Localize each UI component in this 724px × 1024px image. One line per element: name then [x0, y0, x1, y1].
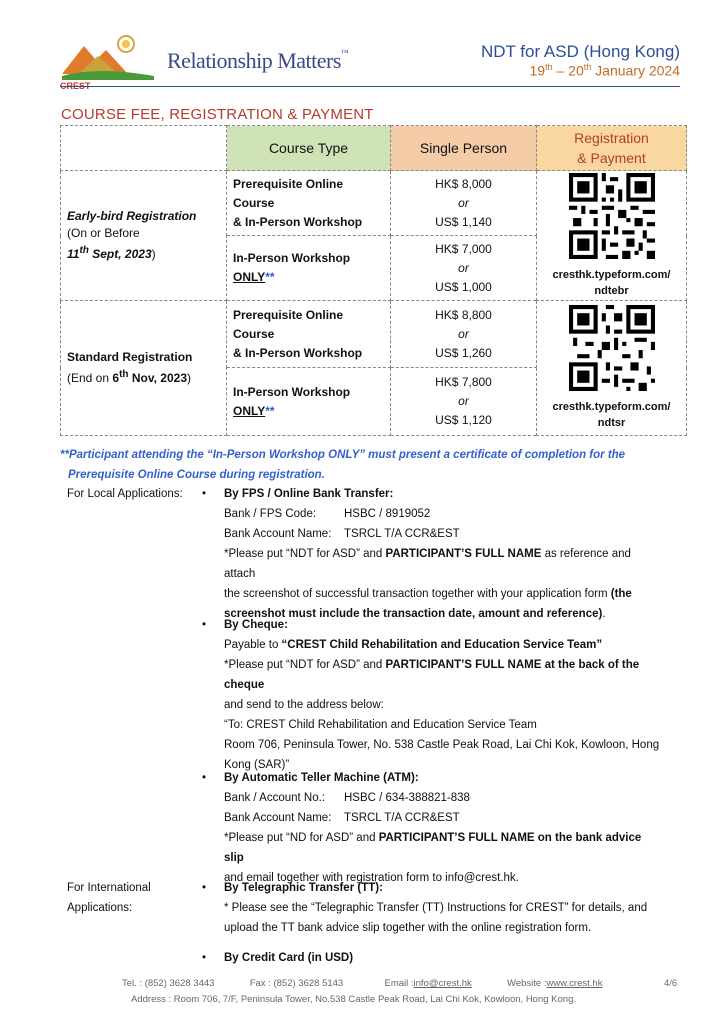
cheque-payment-method: By Cheque: Payable to “CREST Child Rehabilitation and Education Service Team” *Please put “NDT for ASD” and PARTICIPANT’S FULL NAME at the back of the cheque and send to the address below: “To: CREST Child Rehabilitation and Education Service Team Room 706, Peninsula Tower, No. 538 Castle Peak Road, Lai Chi Kok, Kowloon, Hong Kong (SAR)”: [224, 619, 660, 771]
tt-payment-method: By Telegraphic Transfer (TT): * Please see the “Telegraphic Transfer (TT) Instructions for CREST” for details, and upload the TT bank advice slip together with the online registration form.: [224, 882, 648, 934]
event-dates: 19th – 20th January 2024: [529, 62, 680, 79]
relationship-matters-logo: Relationship Matters™: [167, 48, 349, 73]
qr-standard[interactable]: cresthk.typeform.com/ ndtsr: [537, 301, 687, 436]
qr-code-icon: [569, 173, 655, 259]
bullet-icon: •: [202, 882, 207, 894]
registration-link[interactable]: cresthk.typeform.com/: [552, 401, 671, 413]
course-inperson-only: In-Person Workshop ONLY**: [227, 368, 391, 436]
workshop-note: **Participant attending the “In-Person Workshop ONLY” must present a certificate of completion for the Prerequisite Online Course during registration.: [60, 449, 626, 481]
price-cell: HK$ 8,800 or US$ 1,260: [391, 301, 537, 368]
price-cell: HK$ 7,000 or US$ 1,000: [391, 236, 537, 301]
header-divider: [60, 86, 680, 87]
atm-payment-method: By Automatic Teller Machine (ATM): Bank / Account No.: HSBC / 634-388821-838 Bank Account Name: TSRCL T/A CCR&EST *Please put “ND for ASD” and PARTICIPANT’S FULL NAME on the bank advice slip and email together with registration form to info@crest.hk.: [224, 772, 642, 884]
bullet-icon: •: [202, 619, 207, 631]
footer-website-link[interactable]: www.crest.hk: [546, 978, 603, 989]
local-applications-label: For Local Applications:: [67, 488, 183, 500]
bullet-icon: •: [202, 488, 207, 500]
price-cell: HK$ 8,000 or US$ 1,140: [391, 171, 537, 236]
event-title: NDT for ASD (Hong Kong): [480, 42, 680, 61]
course-prereq-inperson: Prerequisite Online Course & In-Person Workshop: [227, 171, 391, 236]
bullet-icon: •: [202, 952, 207, 964]
table-row: [61, 301, 687, 368]
section-title: COURSE FEE, REGISTRATION & PAYMENT: [61, 106, 374, 123]
footer-fax: Fax : (852) 3628 5143: [249, 978, 344, 989]
fps-payment-method: By FPS / Online Bank Transfer: Bank / FPS Code: HSBC / 8919052 Bank Account Name: TSRCL T/A CCR&EST *Please put “NDT for ASD” and PARTICIPANT’S FULL NAME as reference and attach the screenshot of successful transaction together with your application form (the screenshot must include the transaction date, amount and reference).: [224, 488, 632, 620]
qr-early-bird[interactable]: cresthk.typeform.com/ ndtebr: [537, 171, 687, 301]
standard-category: Standard Registration (End on 6th Nov, 2023): [61, 301, 227, 436]
crest-logo: [58, 30, 158, 90]
early-bird-category: Early-bird Registration (On or Before 11th Sept, 2023): [61, 171, 227, 301]
footer-tel: Tel. : (852) 3628 3443: [122, 978, 215, 989]
credit-card-payment-method: By Credit Card (in USD): [224, 952, 354, 964]
international-applications-label: For International Applications:: [67, 882, 151, 914]
bullet-icon: •: [202, 772, 207, 784]
header-registration: Registration & Payment: [537, 126, 687, 171]
svg-text:CREST: CREST: [60, 81, 91, 90]
page-header: [0, 0, 724, 100]
header-empty-cell: [61, 126, 227, 171]
page-number: 4/6: [664, 978, 678, 989]
footer-email-link[interactable]: info@crest.hk: [413, 978, 472, 989]
course-inperson-only: In-Person Workshop ONLY**: [227, 236, 391, 301]
footer-address: Address : Room 706, 7/F, Peninsula Tower, No.538 Castle Peak Road, Lai Chi Kok, Kowloon, Hong Kong.: [131, 994, 576, 1005]
price-cell: HK$ 7,800 or US$ 1,120: [391, 368, 537, 436]
header-single-person: Single Person: [391, 126, 537, 171]
course-prereq-inperson: Prerequisite Online Course & In-Person Workshop: [227, 301, 391, 368]
table-row: [61, 171, 687, 236]
fee-table: [60, 125, 687, 436]
table-header-row: [61, 126, 687, 171]
qr-code-icon: [569, 305, 655, 391]
registration-link[interactable]: cresthk.typeform.com/: [552, 268, 671, 281]
header-course-type: Course Type: [227, 126, 391, 171]
